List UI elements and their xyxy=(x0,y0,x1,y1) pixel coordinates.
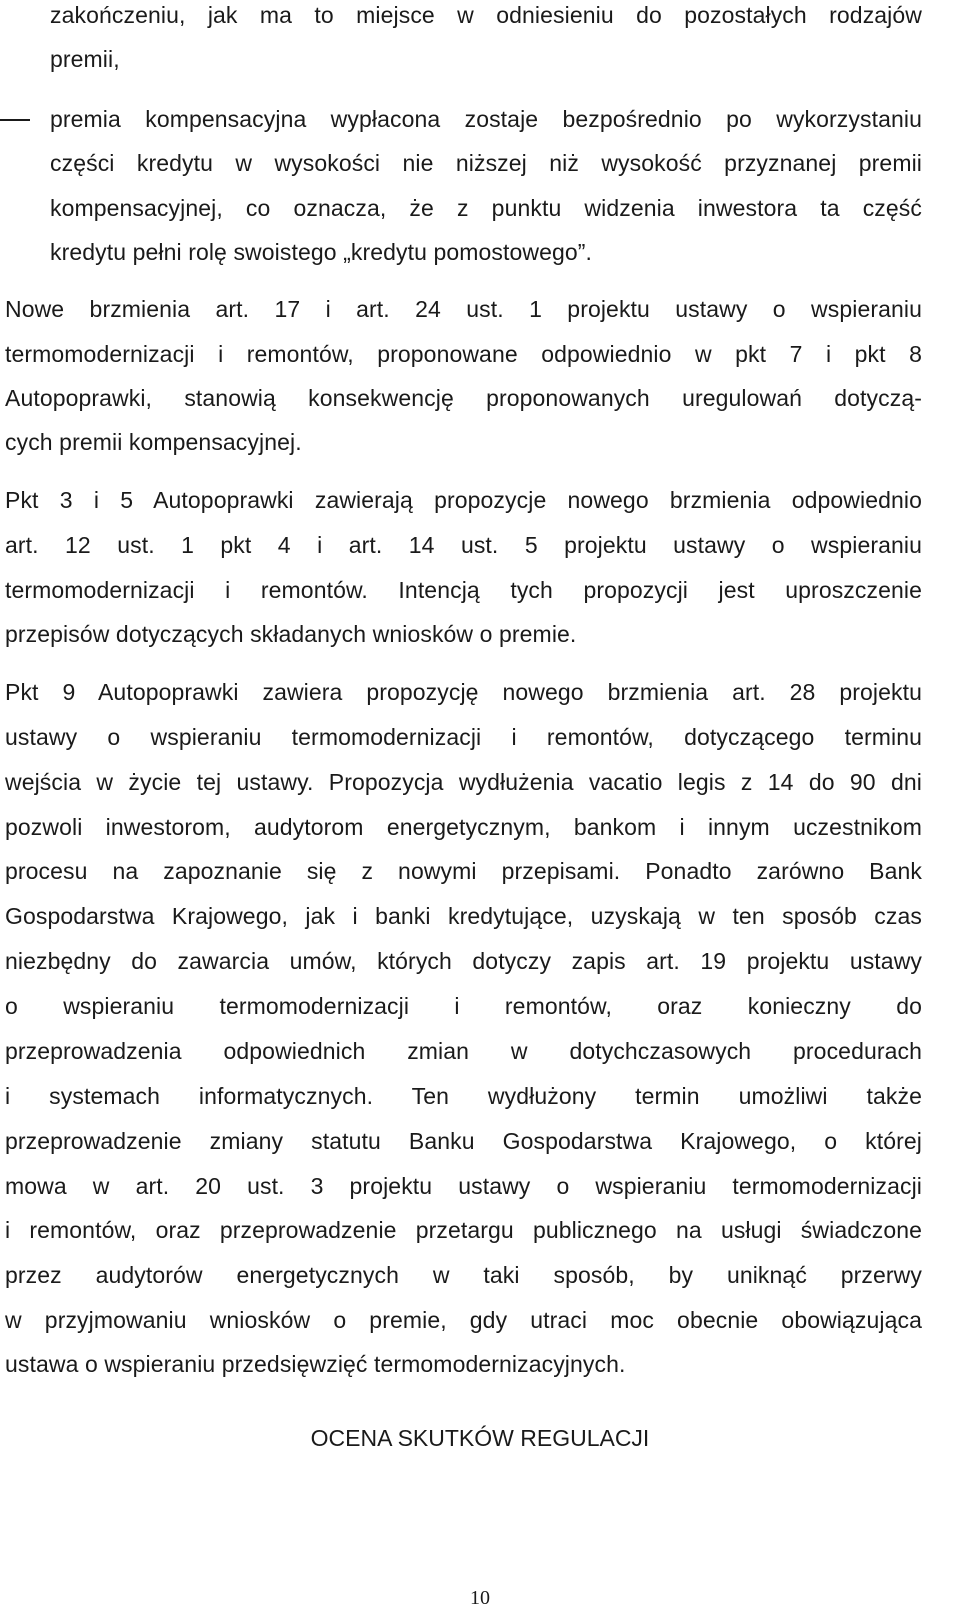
text-line: ustawa o wspieraniu przedsięwzięć termomodernizacyjnych. xyxy=(5,1351,626,1377)
text-line: pozwoli inwestorom, audytorom energetycznym, bankom i innym uczestnikom xyxy=(5,814,922,840)
text-line: premia kompensacyjna wypłacona zostaje bezpośrednio po wykorzystaniu xyxy=(50,106,922,132)
text-line: Pkt 9 Autopoprawki zawiera propozycję nowego brzmienia art. 28 projektu xyxy=(5,679,922,705)
section-heading: OCENA SKUTKÓW REGULACJI xyxy=(310,1425,650,1451)
text-line: przepisów dotyczących składanych wniosków o premie. xyxy=(5,621,577,647)
text-line: i remontów, oraz przeprowadzenie przetargu publicznego na usługi świadczone xyxy=(5,1217,922,1243)
text-line: Nowe brzmienia art. 17 i art. 24 ust. 1 projektu ustawy o wspieraniu xyxy=(5,296,922,322)
text-line: procesu na zapoznanie się z nowymi przepisami. Ponadto zarówno Bank xyxy=(5,858,922,884)
text-line: niezbędny do zawarcia umów, których dotyczy zapis art. 19 projektu ustawy xyxy=(5,948,922,974)
list-dash xyxy=(0,119,30,121)
text-line: zakończeniu, jak ma to miejsce w odniesieniu do pozostałych rodzajów xyxy=(50,2,922,28)
text-line: o wspieraniu termomodernizacji i remontów, oraz konieczny do xyxy=(5,993,922,1019)
text-line: termomodernizacji i remontów. Intencją tych propozycji jest uproszczenie xyxy=(5,577,922,603)
text-line: w przyjmowaniu wniosków o premie, gdy utraci moc obecnie obowiązująca xyxy=(5,1307,922,1333)
text-line: ustawy o wspieraniu termomodernizacji i remontów, dotyczącego terminu xyxy=(5,724,922,750)
text-line: Autopoprawki, stanowią konsekwencję proponowanych uregulowań dotyczą- xyxy=(5,385,922,411)
text-line: art. 12 ust. 1 pkt 4 i art. 14 ust. 5 projektu ustawy o wspieraniu xyxy=(5,532,922,558)
text-line: premii, xyxy=(50,46,120,72)
text-line: Gospodarstwa Krajowego, jak i banki kredytujące, uzyskają w ten sposób czas xyxy=(5,903,922,929)
text-line: Pkt 3 i 5 Autopoprawki zawierają propozycje nowego brzmienia odpowiednio xyxy=(5,487,922,513)
text-line: części kredytu w wysokości nie niższej niż wysokość przyznanej premii xyxy=(50,150,922,176)
page-number: 10 xyxy=(470,1587,490,1609)
text-line: cych premii kompensacyjnej. xyxy=(5,429,302,455)
text-line: przez audytorów energetycznych w taki sposób, by uniknąć przerwy xyxy=(5,1262,922,1288)
text-line: kompensacyjnej, co oznacza, że z punktu widzenia inwestora ta część xyxy=(50,195,922,221)
text-line: przeprowadzenia odpowiednich zmian w dotychczasowych procedurach xyxy=(5,1038,922,1064)
text-line: przeprowadzenie zmiany statutu Banku Gospodarstwa Krajowego, o której xyxy=(5,1128,922,1154)
text-line: mowa w art. 20 ust. 3 projektu ustawy o wspieraniu termomodernizacji xyxy=(5,1173,922,1199)
text-line: wejścia w życie tej ustawy. Propozycja wydłużenia vacatio legis z 14 do 90 dni xyxy=(5,769,922,795)
text-line: i systemach informatycznych. Ten wydłużony termin umożliwi także xyxy=(5,1083,922,1109)
text-line: termomodernizacji i remontów, proponowane odpowiednio w pkt 7 i pkt 8 xyxy=(5,341,922,367)
text-line: kredytu pełni rolę swoistego „kredytu pomostowego”. xyxy=(50,239,593,265)
